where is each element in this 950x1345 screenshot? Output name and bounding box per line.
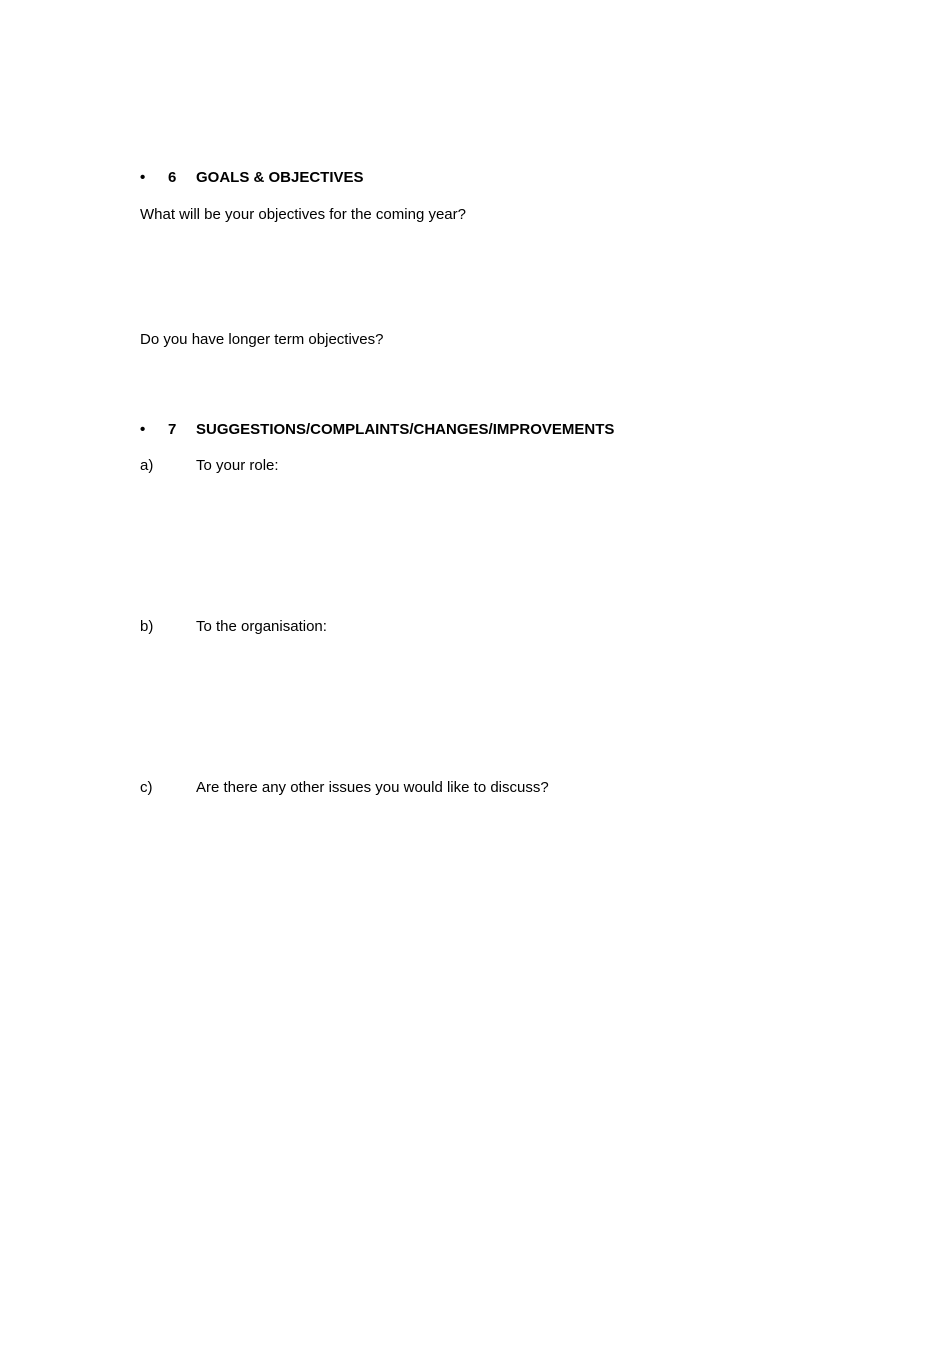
item-text: To your role: bbox=[196, 457, 279, 474]
item-label: a) bbox=[140, 457, 154, 474]
item-label: b) bbox=[140, 618, 154, 635]
bullet-icon: • bbox=[140, 421, 146, 438]
section-title: GOALS & OBJECTIVES bbox=[196, 169, 364, 186]
document-page: • 6 GOALS & OBJECTIVES What will be your objectives for the coming year? Do you have longer term objectives? • 7 SUGGESTIONS/COMPLAINTS/CHANGES/IMPROVEMENTS a) To your role: b) To the organisation: c) Are there any other issues you would like to discuss? bbox=[140, 169, 615, 796]
bullet-icon: • bbox=[140, 169, 146, 186]
item-text: Are there any other issues you would like to discuss? bbox=[196, 779, 549, 796]
section-title: SUGGESTIONS/COMPLAINTS/CHANGES/IMPROVEMENTS bbox=[196, 421, 615, 438]
section-number: 6 bbox=[168, 169, 177, 186]
item-text: To the organisation: bbox=[196, 618, 327, 635]
item-label: c) bbox=[140, 779, 153, 796]
section-number: 7 bbox=[168, 421, 177, 438]
